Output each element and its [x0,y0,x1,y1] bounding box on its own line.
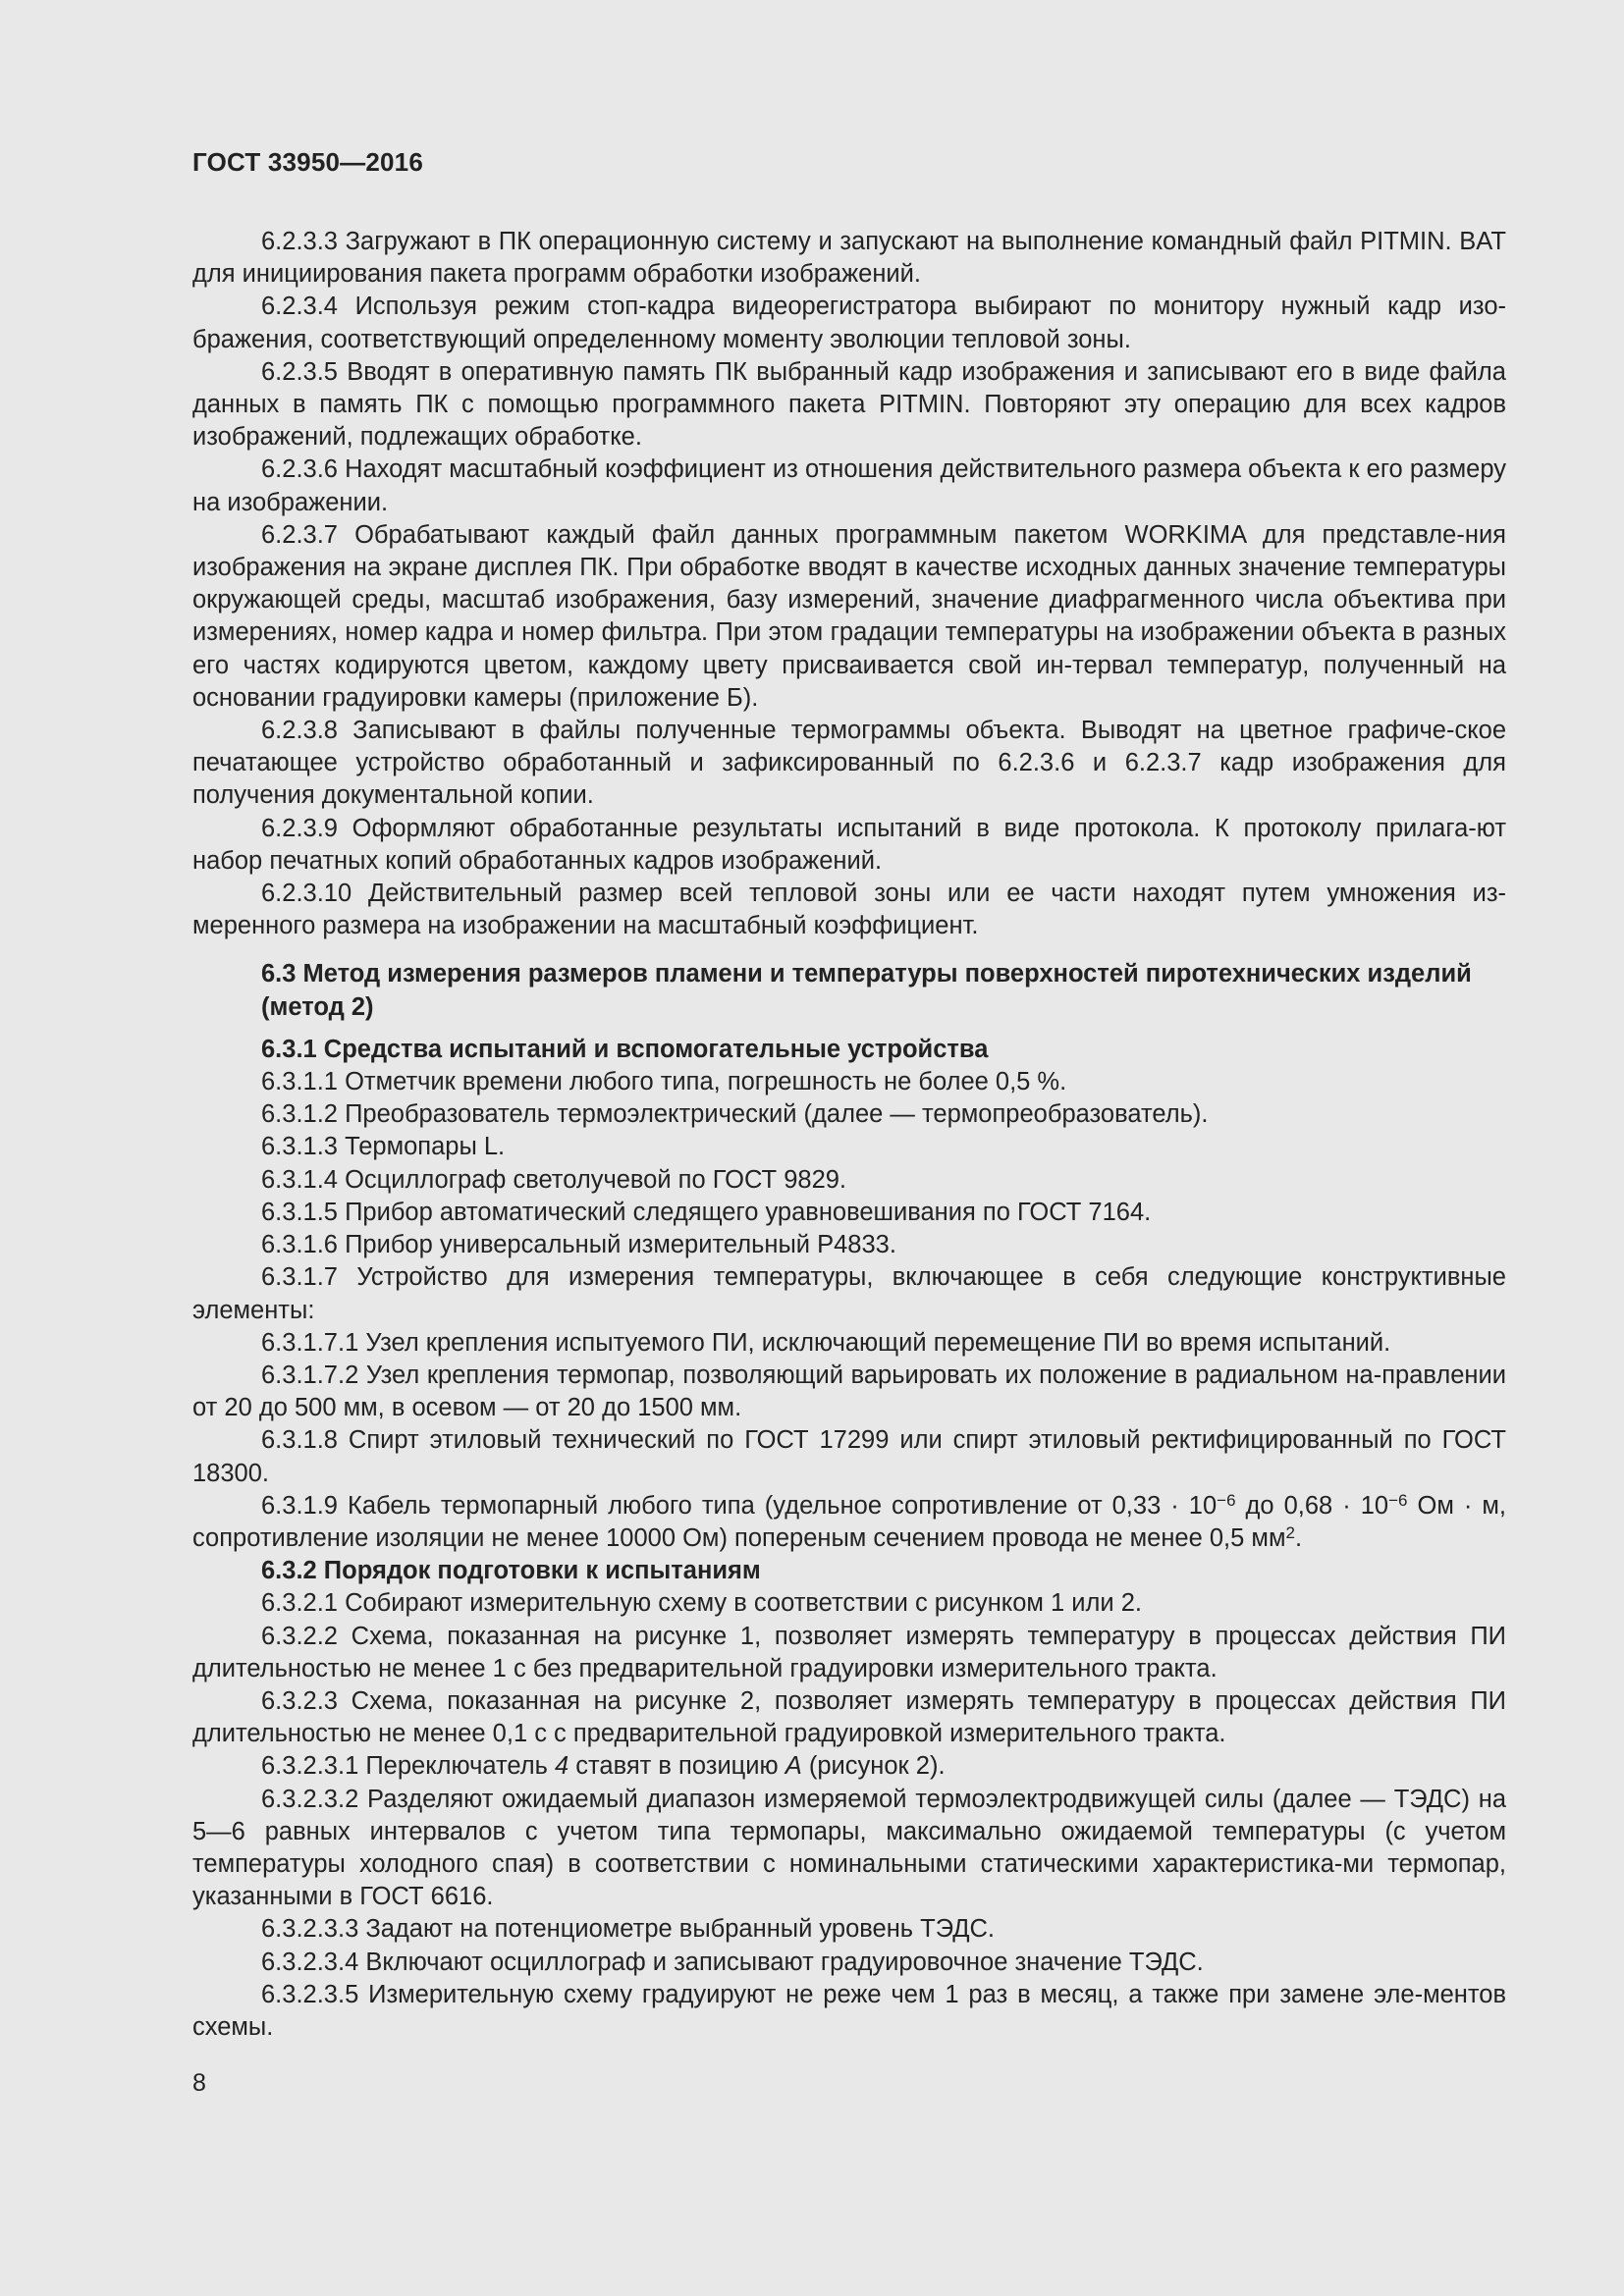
paragraph-6-3-1-9-text-2: до 0,68 · 10 [1235,1491,1389,1520]
paragraph-6-3-2-3-2: 6.3.2.3.2 Разделяют ожидаемый диапазон измеряемой термоэлектродвижущей силы (далее — ТЭДС) на 5—6 равных интервалов с учетом типа термопары, максимально ожидаемой температуры (с учетом температуры холодного спая) в соответствии с номинальными статическими характеристика-ми термопар, указанными в ГОСТ 6616. [192,1785,1506,1911]
position-letter: А [785,1752,802,1781]
paragraph-6-3-1-4: 6.3.1.4 Осциллограф светолучевой по ГОСТ 9829. [261,1165,847,1194]
paragraph-6-3-1-2: 6.3.1.2 Преобразователь термоэлектрический (далее — термопреобразователь). [261,1100,1209,1129]
paragraph-6-2-3-6: 6.2.3.6 Находят масштабный коэффициент из отношения действительного размера объекта к его размеру на изображении. [192,455,1506,516]
paragraph-6-3-2-3-4: 6.3.2.3.4 Включают осциллограф и записывают градуировочное значение ТЭДС. [261,1948,1204,1976]
exponent-2: −6 [1388,1491,1408,1511]
paragraph-6-3-2-3-1-text-1: 6.3.2.3.1 Переключатель [261,1752,555,1781]
exponent-3: 2 [1285,1523,1295,1543]
paragraph-6-3-1-8: 6.3.1.8 Спирт этиловый технический по ГОСТ 17299 или спирт этиловый ректифицированный по ГОСТ 18300. [192,1426,1506,1487]
paragraph-6-3-1-5: 6.3.1.5 Прибор автоматический следящего уравновешивания по ГОСТ 7164. [261,1198,1152,1226]
paragraph-6-3-2-3-1 [192,1750,1506,1783]
paragraph-6-2-3-4: 6.2.3.4 Используя режим стоп-кадра видеорегистратора выбирают по монитору нужный кадр изо-бражения, соответствующий определенному моменту эволюции тепловой зоны. [192,293,1506,353]
paragraph-6-3-1-6: 6.3.1.6 Прибор универсальный измерительный Р4833. [261,1231,896,1259]
paragraph-6-3-2-3-5: 6.3.2.3.5 Измерительную схему градуируют не реже чем 1 раз в месяц, а также при замене эле-ментов схемы. [192,1980,1506,2041]
paragraph-6-3-2-3-1-text-2: ставят в позицию [568,1752,785,1781]
switch-number: 4 [554,1752,569,1781]
subsection-heading-6-3-1: 6.3.1 Средства испытаний и вспомогательные устройства [261,1035,989,1063]
paragraph-6-2-3-3: 6.2.3.3 Загружают в ПК операционную систему и запускают на выполнение командный файл PITMIN. BAT для инициирования пакета программ обработки изображений. [192,228,1506,289]
paragraph-6-2-3-5: 6.2.3.5 Вводят в оперативную память ПК выбранный кадр изображения и записывают его в виде файла данных в память ПК с помощью программного пакета PITMIN. Повторяют эту операцию для всех кадров изображений, подлежащих обработке. [192,357,1506,452]
paragraph-6-3-1-9-text-1: 6.3.1.9 Кабель термопарный любого типа (удельное сопротивление от 0,33 · 10 [261,1491,1218,1520]
exponent-1: −6 [1217,1491,1236,1511]
paragraph-6-3-2-1: 6.3.2.1 Собирают измерительную схему в соответствии с рисунком 1 или 2. [261,1589,1143,1618]
paragraph-6-3-1-1: 6.3.1.1 Отметчик времени любого типа, погрешность не более 0,5 %. [261,1068,1067,1096]
document-header: ГОСТ 33950—2016 [192,147,423,177]
paragraph-6-3-1-7: 6.3.1.7 Устройство для измерения температуры, включающее в себя следующие конструктивные элементы: [192,1263,1506,1324]
paragraph-6-2-3-10: 6.2.3.10 Действительный размер всей тепловой зоны или ее части находят путем умножения из-меренного размера на изображении на масштабный коэффициент. [192,880,1506,940]
paragraph-6-3-1-3: 6.3.1.3 Термопары L. [261,1133,506,1161]
document-body [192,226,1506,2044]
paragraph-6-3-1-7-1: 6.3.1.7.1 Узел крепления испытуемого ПИ, исключающий перемещение ПИ во время испытаний. [261,1328,1391,1357]
paragraph-6-3-1-9-text-4: . [1294,1523,1303,1552]
paragraph-6-3-1-9-text-3: Ом · м, сопротивление изоляции не менее 10000 Ом) попереным сечением провода не менее 0,5 мм [192,1491,1506,1552]
paragraph-6-2-3-9: 6.2.3.9 Оформляют обработанные результаты испытаний в виде протокола. К протоколу прилага-ют набор печатных копий обработанных кадров изображений. [192,814,1506,875]
section-heading-6-3: 6.3 Метод измерения размеров пламени и температуры поверхностей пиротехнических изделий (метод 2) [261,960,1472,1021]
paragraph-6-3-2-3: 6.3.2.3 Схема, показанная на рисунке 2, позволяет измерять температуру в процессах действия ПИ длительностью не менее 0,1 с с предварительной градуировкой измерительного тракта. [192,1686,1506,1748]
paragraph-6-3-1-7-2: 6.3.1.7.2 Узел крепления термопар, позволяющий варьировать их положение в радиальном на-правлении от 20 до 500 мм, в осевом — от 20 до 1500 мм. [192,1361,1506,1422]
paragraph-6-2-3-7: 6.2.3.7 Обрабатывают каждый файл данных программным пакетом WORKIMA для представле-ния изображения на экране дисплея ПК. При обработке вводят в качестве исходных данных значение температуры окружающей среды, масштаб изображения, базу измерений, значение диафрагменного числа объектива при измерениях, номер кадра и номер фильтра. При этом градации температуры на изображении объекта в разных его частях кодируются цветом, каждому цвету присваивается свой ин-тервал температур, полученный на основании градуировки камеры (приложение Б). [192,520,1506,712]
paragraph-6-3-1-9 [192,1490,1506,1555]
subsection-heading-6-3-2: 6.3.2 Порядок подготовки к испытаниям [261,1557,761,1585]
paragraph-6-3-2-2: 6.3.2.2 Схема, показанная на рисунке 1, позволяет измерять температуру в процессах действия ПИ длительностью не менее 1 с без предварительной градуировки измерительного тракта. [192,1622,1506,1682]
page-number: 8 [192,2069,206,2097]
paragraph-6-3-2-3-1-text-3: (рисунок 2). [801,1752,946,1781]
paragraph-6-2-3-8: 6.2.3.8 Записывают в файлы полученные термограммы объекта. Выводят на цветное графиче-ское печатающее устройство обработанный и зафиксированный по 6.2.3.6 и 6.2.3.7 кадр изображения для получения документальной копии. [192,717,1506,810]
paragraph-6-3-2-3-3: 6.3.2.3.3 Задают на потенциометре выбранный уровень ТЭДС. [261,1915,995,1944]
